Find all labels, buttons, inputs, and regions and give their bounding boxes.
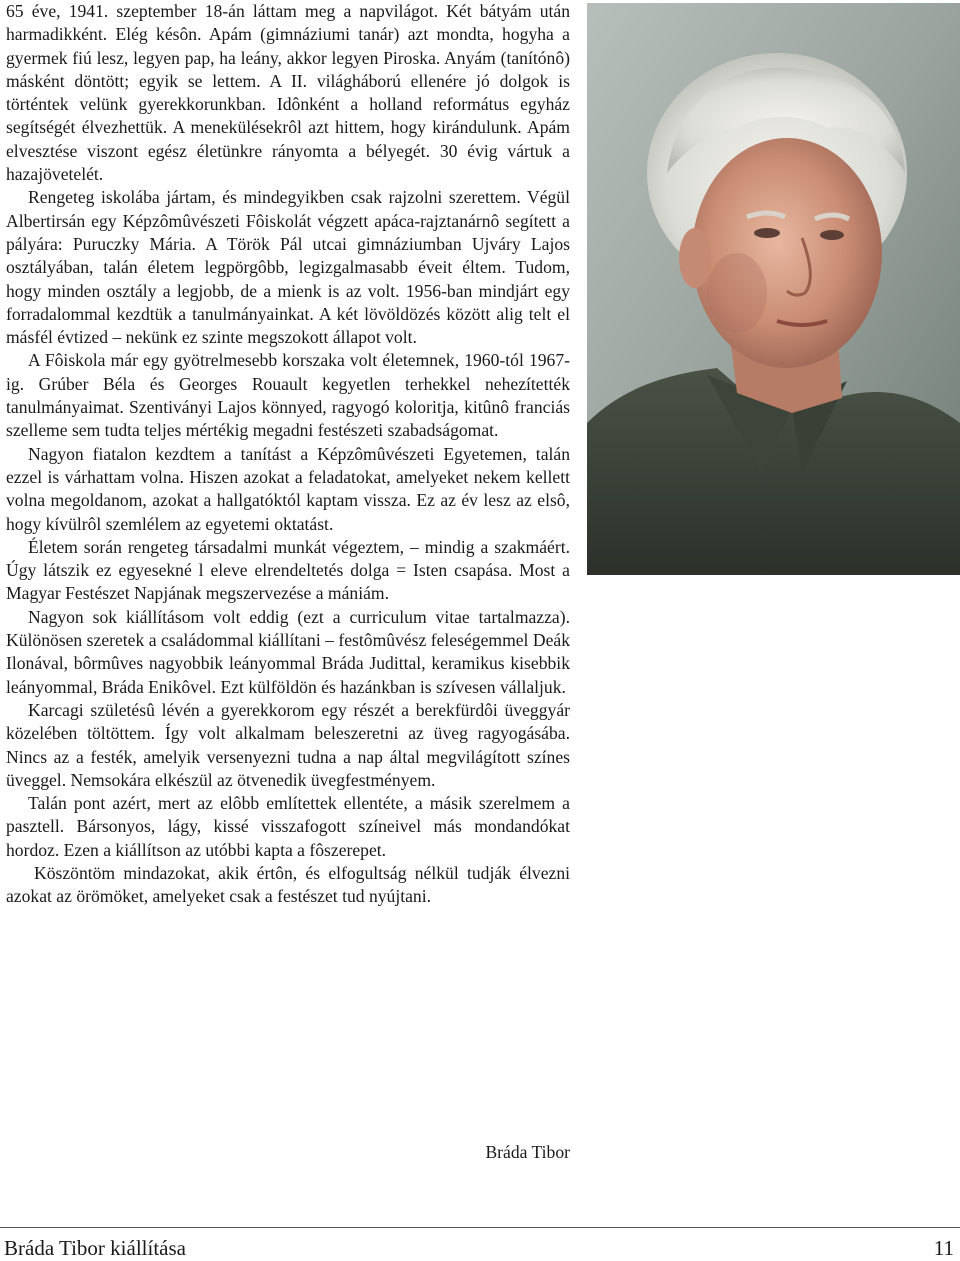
footer-divider — [0, 1227, 960, 1228]
paragraph-9: Köszöntöm mindazokat, akik értôn, és elfogultság nélkül tudják élvezni azokat az örömöket, amelyeket csak a festészet tud nyújtani. — [6, 862, 570, 907]
paragraph-1: 65 éve, 1941. szeptember 18-án láttam meg a napvilágot. Két bátyám után harmadikként. Elég késôn. Apám (gimnáziumi tanár) azt mondta, hogyha a gyermek fiú lesz, legyen pap, ha leány, akkor legyen Piroska. Anyám (tanítónô) másként döntött; egyik se lettem. A II. világháború ellenére jó dolgok is történtek velünk gyerekkorunkban. Idônként a holland református egyház segítségét élvezhettük. A menekülésekrôl azt hittem, hogy kirándulunk. Apám elvesztése viszont egész életünkre rányomta a bélyegét. 30 évig vártuk a hazajövetelét. — [6, 1, 570, 185]
article-body — [6, 0, 570, 909]
portrait-illustration — [587, 3, 960, 575]
page-number: 11 — [933, 1236, 954, 1260]
paragraph-7: Karcagi születésû lévén a gyerekkorom egy részét a berekfürdôi üveggyár közelében töltöttem. Így volt alkalmam beleszeretni az üveg ragyogásába. Nincs az a festék, amelyik versenyezni tudna a nap által megvilágított színes üveggel. Nemsokára elkészül az ötvenedik üvegfestményem. — [6, 699, 570, 790]
paragraph-4: Nagyon fiatalon kezdtem a tanítást a Képzômûvészeti Egyetemen, talán ezzel is várhattam volna. Hiszen azokat a feladatokat, amelyeket nekem kellett volna megoldanom, azokat a hallgatóktól kaptam vissza. Ez az év lesz az elsô, hogy kívülrôl szemlélem az egyetemi oktatást. — [6, 443, 570, 534]
paragraph-3: A Fôiskola már egy gyötrelmesebb korszaka volt életemnek, 1960-tól 1967-ig. Grúber Béla és Georges Rouault kegyetlen terhekkel nehezítették tanulmányaimat. Szentiványi Lajos könnyed, ragyogó koloritja, kitûnô franciás szelleme sem tudta teljes mértékig megadni festészeti szabadságomat. — [6, 350, 570, 441]
paragraph-8: Talán pont azért, mert az elôbb említettek ellentéte, a másik szerelmem a pasztell. Bársonyos, lágy, kissé visszafogott színeivel más mondandókat hordoz. Ezen a kiállítson az utóbbi kapta a fôszerepet. — [6, 793, 570, 860]
paragraph-5: Életem során rengeteg társadalmi munkát végeztem, – mindig a szakmáért. Úgy látszik ez egyesekné l eleve elrendeltetés dolga = Isten csapása. Most a Magyar Festészet Napjának megszervezése a mániám. — [6, 536, 570, 604]
paragraph-6: Nagyon sok kiállításom volt eddig (ezt a curriculum vitae tartalmazza). Különösen szeretek a családommal kiállítani – festômûvész feleségemmel Deák Ilonával, bôrmûves nagyobbik leányommal Bráda Judittal, keramikus kisebbik leányommal, Bráda Enikôvel. Ezt külföldön és hazánkban is szívesen vállaljuk. — [6, 606, 570, 697]
author-signature: Bráda Tibor — [485, 1142, 570, 1162]
portrait-photo — [587, 3, 960, 575]
paragraph-2: Rengeteg iskolába jártam, és mindegyikben csak rajzolni szerettem. Végül Albertirsán egy Képzômûvészeti Fôiskolát végzett apáca-rajztanárnô segített a pályára: Puruczky Mária. A Török Pál utcai gimnáziumban Ujváry Lajos osztályában, talán életem legpörgôbb, legizgalmasabb éveit éltem. Tudom, hogy minden osztály a legjobb, de a mienk is az volt. 1956-ban mindjárt egy forradalommal kezdtük a tanulmányainkat. A két lövöldözés között alig telt el másfél évtized – nekünk ez szinte megszokott állapot volt. — [6, 187, 570, 348]
footer-exhibition-title: Bráda Tibor kiállítása — [4, 1236, 186, 1260]
